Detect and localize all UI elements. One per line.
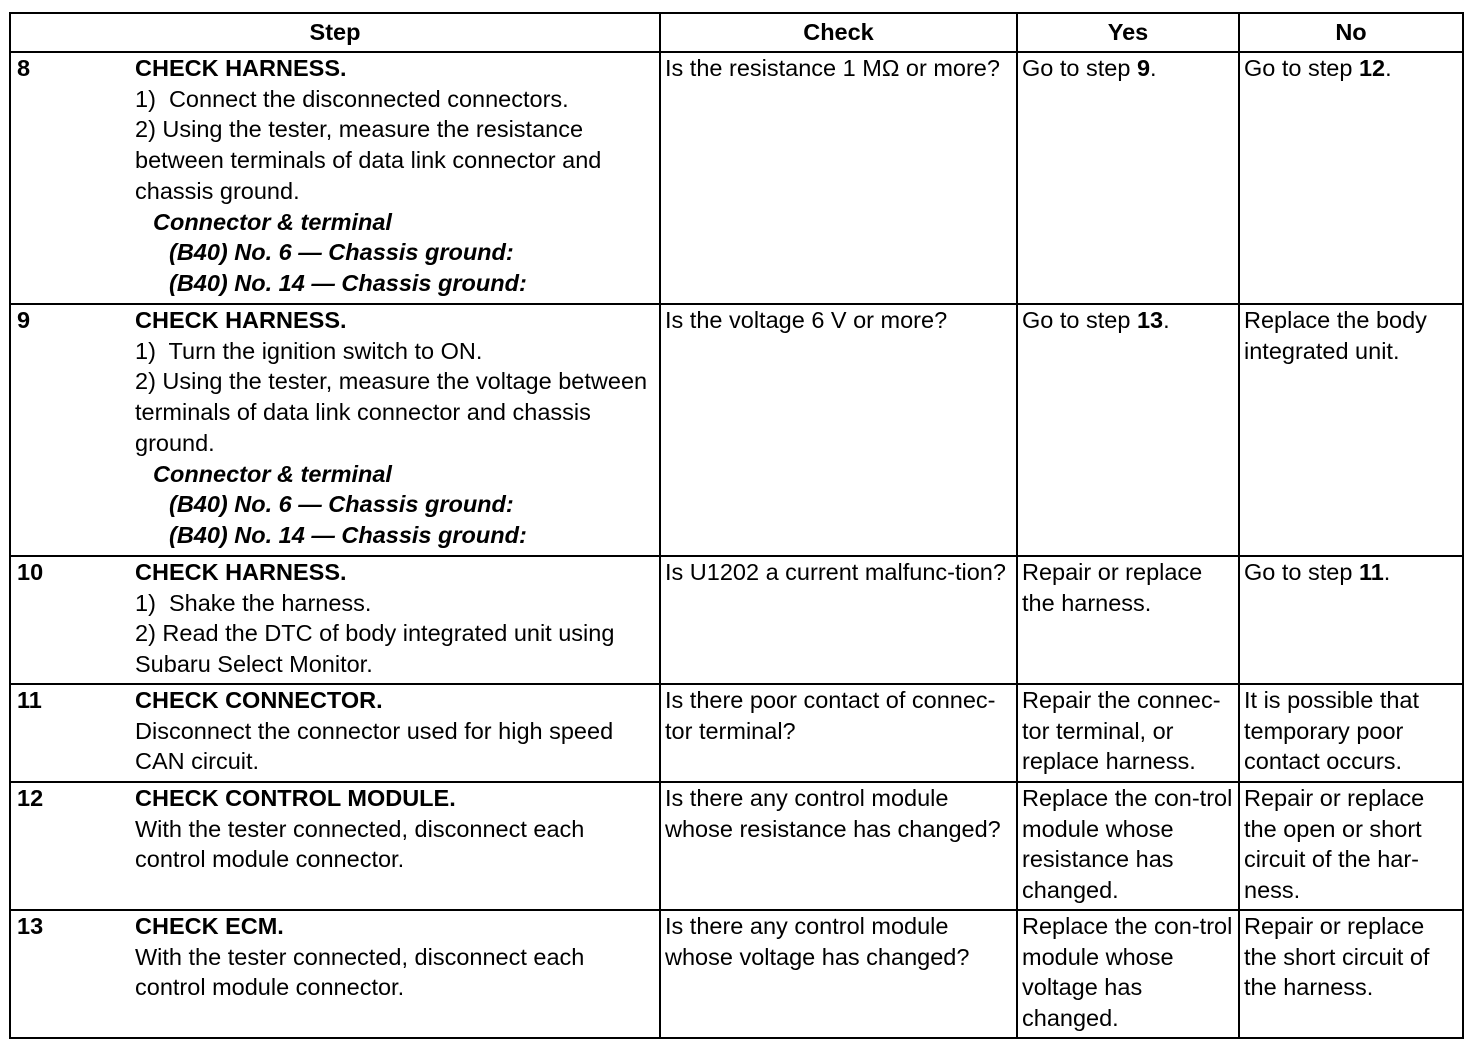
- step-title: CHECK CONTROL MODULE.: [135, 785, 456, 811]
- step-line: 1) Turn the ignition switch to ON.: [135, 337, 483, 364]
- yes-cell: [1017, 304, 1239, 556]
- table-row: [10, 684, 1463, 782]
- yes-step-ref: 9: [1136, 55, 1151, 81]
- step-title: CHECK HARNESS.: [135, 559, 347, 585]
- yes-step-ref: 13: [1136, 307, 1164, 333]
- check-cell: Is there poor contact of connec-tor terminal?: [660, 684, 1017, 782]
- step-number: 11: [17, 687, 42, 713]
- diagnostic-table: [9, 12, 1464, 1039]
- yes-cell: [1017, 52, 1239, 304]
- no-cell: Repair or replace the open or short circuit of the har-ness.: [1239, 782, 1463, 910]
- no-step-ref: 11: [1358, 559, 1384, 585]
- yes-suffix: .: [1150, 55, 1157, 81]
- step-line: With the tester connected, disconnect each control module connector.: [135, 943, 585, 1001]
- connector-terminal-label: Connector & terminal: [153, 460, 392, 487]
- table-row: [10, 782, 1463, 910]
- step-cell: [10, 52, 660, 304]
- check-cell: Is there any control module whose voltage has changed?: [660, 910, 1017, 1038]
- no-suffix: .: [1385, 55, 1392, 81]
- step-line: Disconnect the connector used for high speed CAN circuit.: [135, 717, 614, 775]
- step-line: 2) Using the tester, measure the resistance between terminals of data link connector and chassis ground.: [135, 116, 602, 204]
- yes-cell: Replace the con-trol module whose voltage has changed.: [1017, 910, 1239, 1038]
- terminal-line: (B40) No. 6 — Chassis ground:: [169, 239, 514, 266]
- step-title: CHECK ECM.: [135, 913, 284, 939]
- step-line: With the tester connected, disconnect each control module connector.: [135, 815, 585, 873]
- table-row: [10, 556, 1463, 684]
- yes-prefix: Go to step: [1022, 55, 1137, 81]
- header-check: Check: [660, 13, 1017, 52]
- step-line: 2) Read the DTC of body integrated unit using Subaru Select Monitor.: [135, 620, 615, 678]
- step-cell: [10, 910, 660, 1038]
- table-row: [10, 910, 1463, 1038]
- table-row: [10, 304, 1463, 556]
- step-line: 1) Shake the harness.: [135, 589, 372, 616]
- step-number: 12: [17, 785, 44, 811]
- header-no: No: [1239, 13, 1463, 52]
- step-cell: [10, 304, 660, 556]
- step-line: 1) Connect the disconnected connectors.: [135, 85, 569, 112]
- check-cell: Is the resistance 1 MΩ or more?: [660, 52, 1017, 304]
- terminal-line: (B40) No. 14 — Chassis ground:: [169, 521, 527, 548]
- step-cell: [10, 684, 660, 782]
- header-step: Step: [10, 13, 660, 52]
- step-number: 13: [17, 913, 44, 939]
- step-title: CHECK HARNESS.: [135, 307, 347, 333]
- no-cell: Repair or replace the short circuit of the harness.: [1239, 910, 1463, 1038]
- terminal-line: (B40) No. 6 — Chassis ground:: [169, 491, 514, 518]
- yes-cell: Replace the con-trol module whose resistance has changed.: [1017, 782, 1239, 910]
- yes-cell: Repair the connec-tor terminal, or replace harness.: [1017, 684, 1239, 782]
- connector-terminal-label: Connector & terminal: [153, 208, 392, 235]
- step-title: CHECK CONNECTOR.: [135, 687, 383, 713]
- table-row: [10, 52, 1463, 304]
- header-yes: Yes: [1017, 13, 1239, 52]
- step-cell: [10, 782, 660, 910]
- yes-prefix: Go to step: [1022, 307, 1137, 333]
- step-title: CHECK HARNESS.: [135, 55, 347, 81]
- yes-suffix: .: [1163, 307, 1170, 333]
- step-line: 2) Using the tester, measure the voltage between terminals of data link connector and chassis ground.: [135, 368, 648, 456]
- no-cell: [1239, 52, 1463, 304]
- check-cell: Is there any control module whose resistance has changed?: [660, 782, 1017, 910]
- terminal-line: (B40) No. 14 — Chassis ground:: [169, 269, 527, 296]
- step-number: 8: [17, 55, 31, 81]
- step-number: 10: [17, 559, 44, 585]
- no-cell: Replace the body integrated unit.: [1239, 304, 1463, 556]
- no-prefix: Go to step: [1244, 55, 1359, 81]
- header-row: [10, 13, 1463, 52]
- step-cell: [10, 556, 660, 684]
- no-cell: It is possible that temporary poor contact occurs.: [1239, 684, 1463, 782]
- no-prefix: Go to step: [1244, 559, 1359, 585]
- no-cell: [1239, 556, 1463, 684]
- check-cell: Is the voltage 6 V or more?: [660, 304, 1017, 556]
- check-cell: Is U1202 a current malfunc-tion?: [660, 556, 1017, 684]
- no-step-ref: 12: [1358, 55, 1386, 81]
- step-number: 9: [17, 307, 31, 333]
- yes-cell: Repair or replace the harness.: [1017, 556, 1239, 684]
- no-suffix: .: [1383, 559, 1391, 585]
